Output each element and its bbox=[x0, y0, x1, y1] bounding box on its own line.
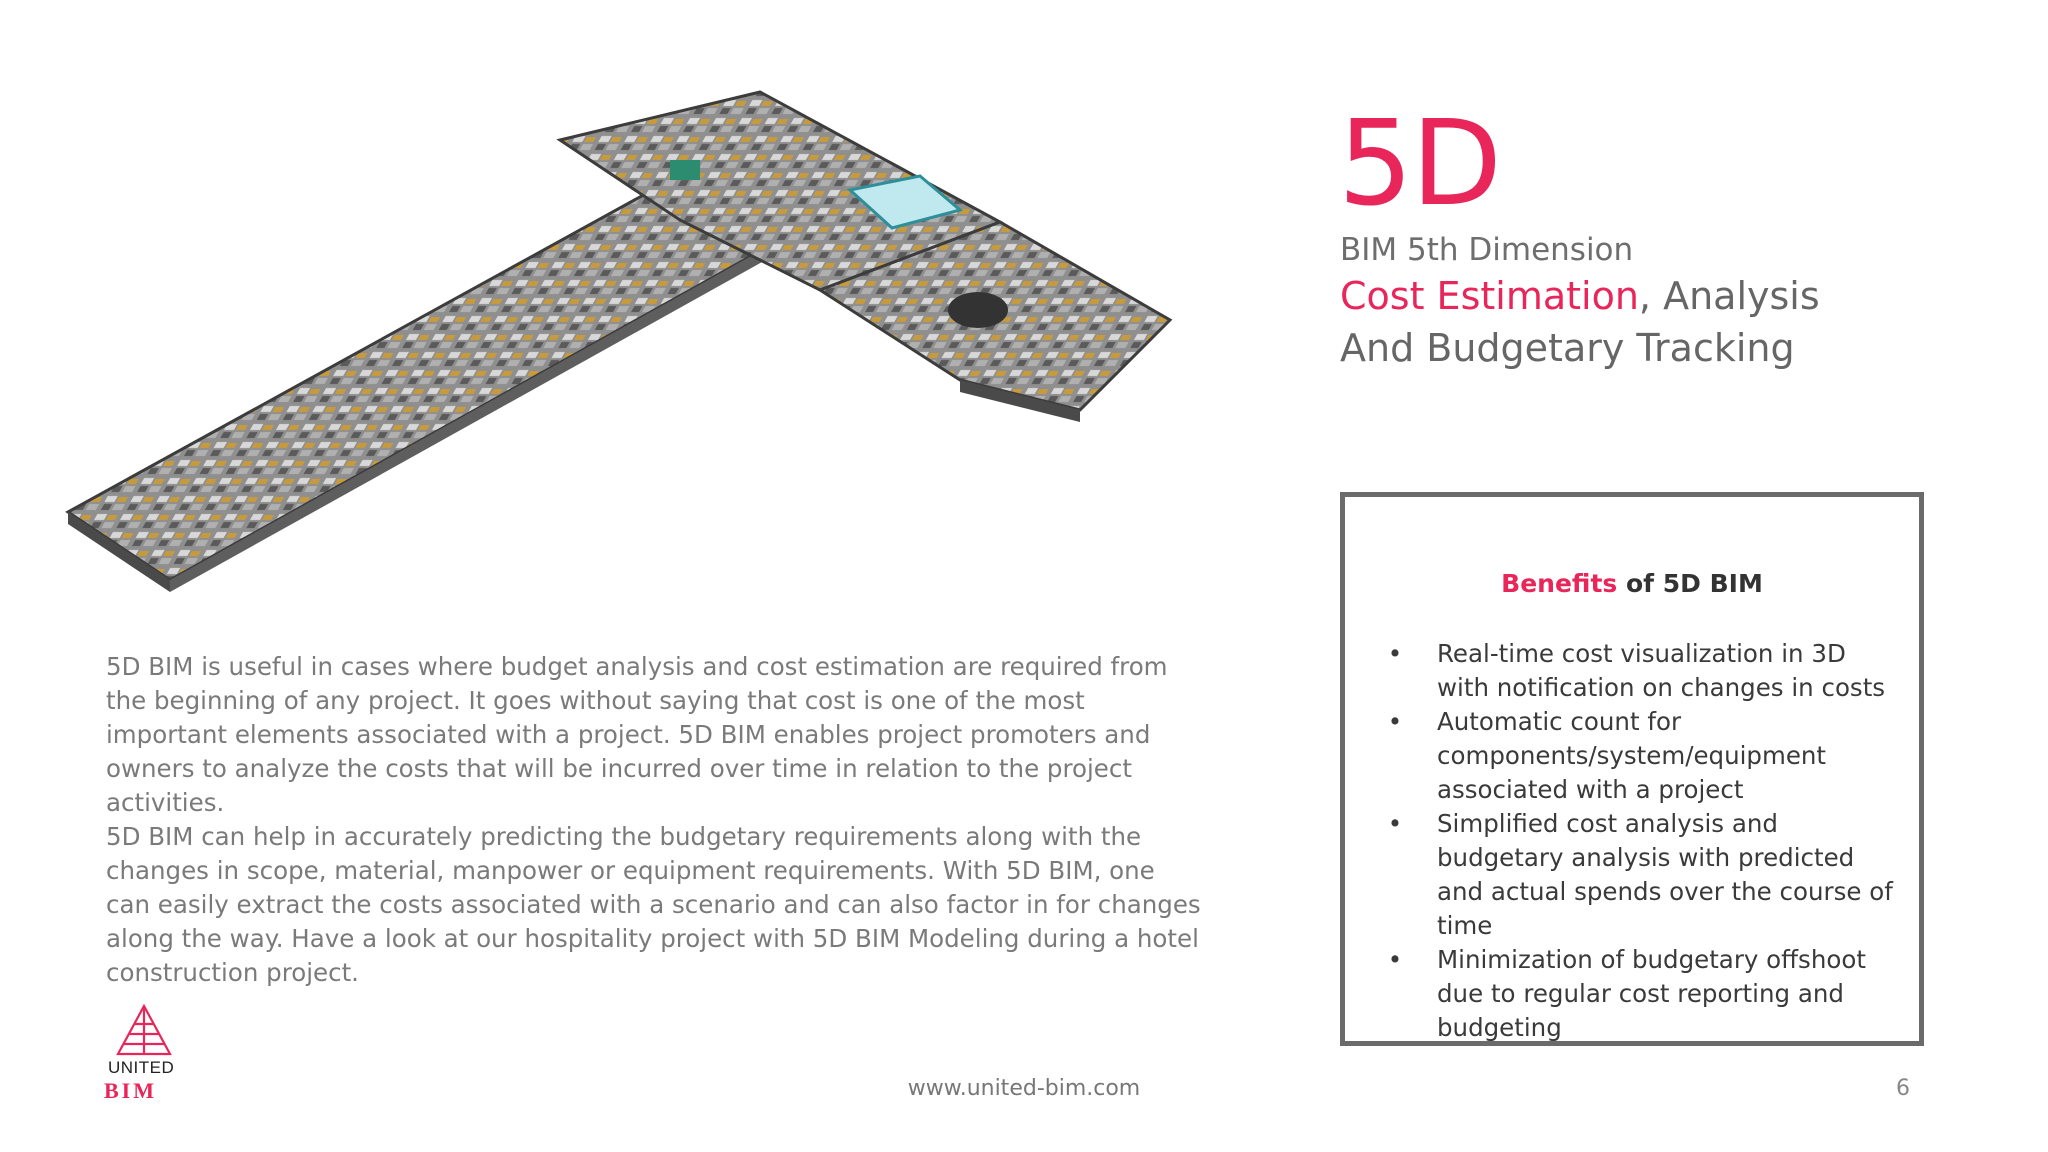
bullet-icon: • bbox=[1387, 707, 1403, 736]
bullet-icon: • bbox=[1387, 945, 1403, 974]
benefits-title-highlight: Benefits bbox=[1501, 569, 1618, 598]
list-item bbox=[1385, 637, 1905, 705]
benefits-list bbox=[1385, 637, 1905, 1045]
list-item bbox=[1385, 807, 1905, 943]
list-item bbox=[1385, 705, 1905, 807]
list-item-text: Simplified cost analysis and budgetary analysis with predicted and actual spends over the course of time bbox=[1437, 809, 1893, 940]
list-item-text: Real-time cost visualization in 3D with notification on changes in costs bbox=[1437, 639, 1886, 702]
list-item bbox=[1385, 943, 1905, 1045]
subtitle: BIM 5th Dimension bbox=[1340, 232, 1634, 268]
body-paragraph: 5D BIM can help in accurately predicting the budgetary requirements along with the changes in scope, material, manpower or equipment requirements. With 5D BIM, one can easily extract the costs associated with a scenario and can also factor in for changes along the way. Have a look at our hospitality project with 5D BIM Modeling during a hotel construction project. bbox=[106, 822, 1201, 987]
benefits-title-rest: of 5D BIM bbox=[1617, 569, 1763, 598]
tagline bbox=[1340, 270, 1980, 374]
page-title: 5D bbox=[1338, 94, 1500, 232]
list-item-text: Automatic count for components/system/equipment associated with a project bbox=[1437, 707, 1827, 804]
benefits-box bbox=[1340, 492, 1924, 1046]
list-item-text: Minimization of budgetary offshoot due to regular cost reporting and budgeting bbox=[1437, 945, 1866, 1042]
page-number: 6 bbox=[1896, 1076, 1910, 1101]
bullet-icon: • bbox=[1387, 809, 1403, 838]
tagline-line2: And Budgetary Tracking bbox=[1340, 326, 1795, 370]
tagline-rest: , Analysis bbox=[1638, 274, 1820, 318]
body-paragraph: 5D BIM is useful in cases where budget analysis and cost estimation are required from the beginning of any project. It goes without saying that cost is one of the most important elements associated with a project. 5D BIM enables project promoters and owners to analyze the costs that will be incurred over time in relation to the project activities. bbox=[106, 652, 1168, 817]
benefits-title bbox=[1345, 569, 1919, 598]
body-text bbox=[106, 650, 1206, 990]
logo-text-bim: BIM bbox=[104, 1078, 157, 1103]
footer-url[interactable]: www.united-bim.com bbox=[907, 1076, 1141, 1101]
3d-floor-plan-illustration bbox=[60, 80, 1190, 620]
tagline-highlight: Cost Estimation bbox=[1340, 274, 1639, 318]
bullet-icon: • bbox=[1387, 639, 1403, 668]
logo-text-united: UNITED bbox=[108, 1058, 175, 1077]
